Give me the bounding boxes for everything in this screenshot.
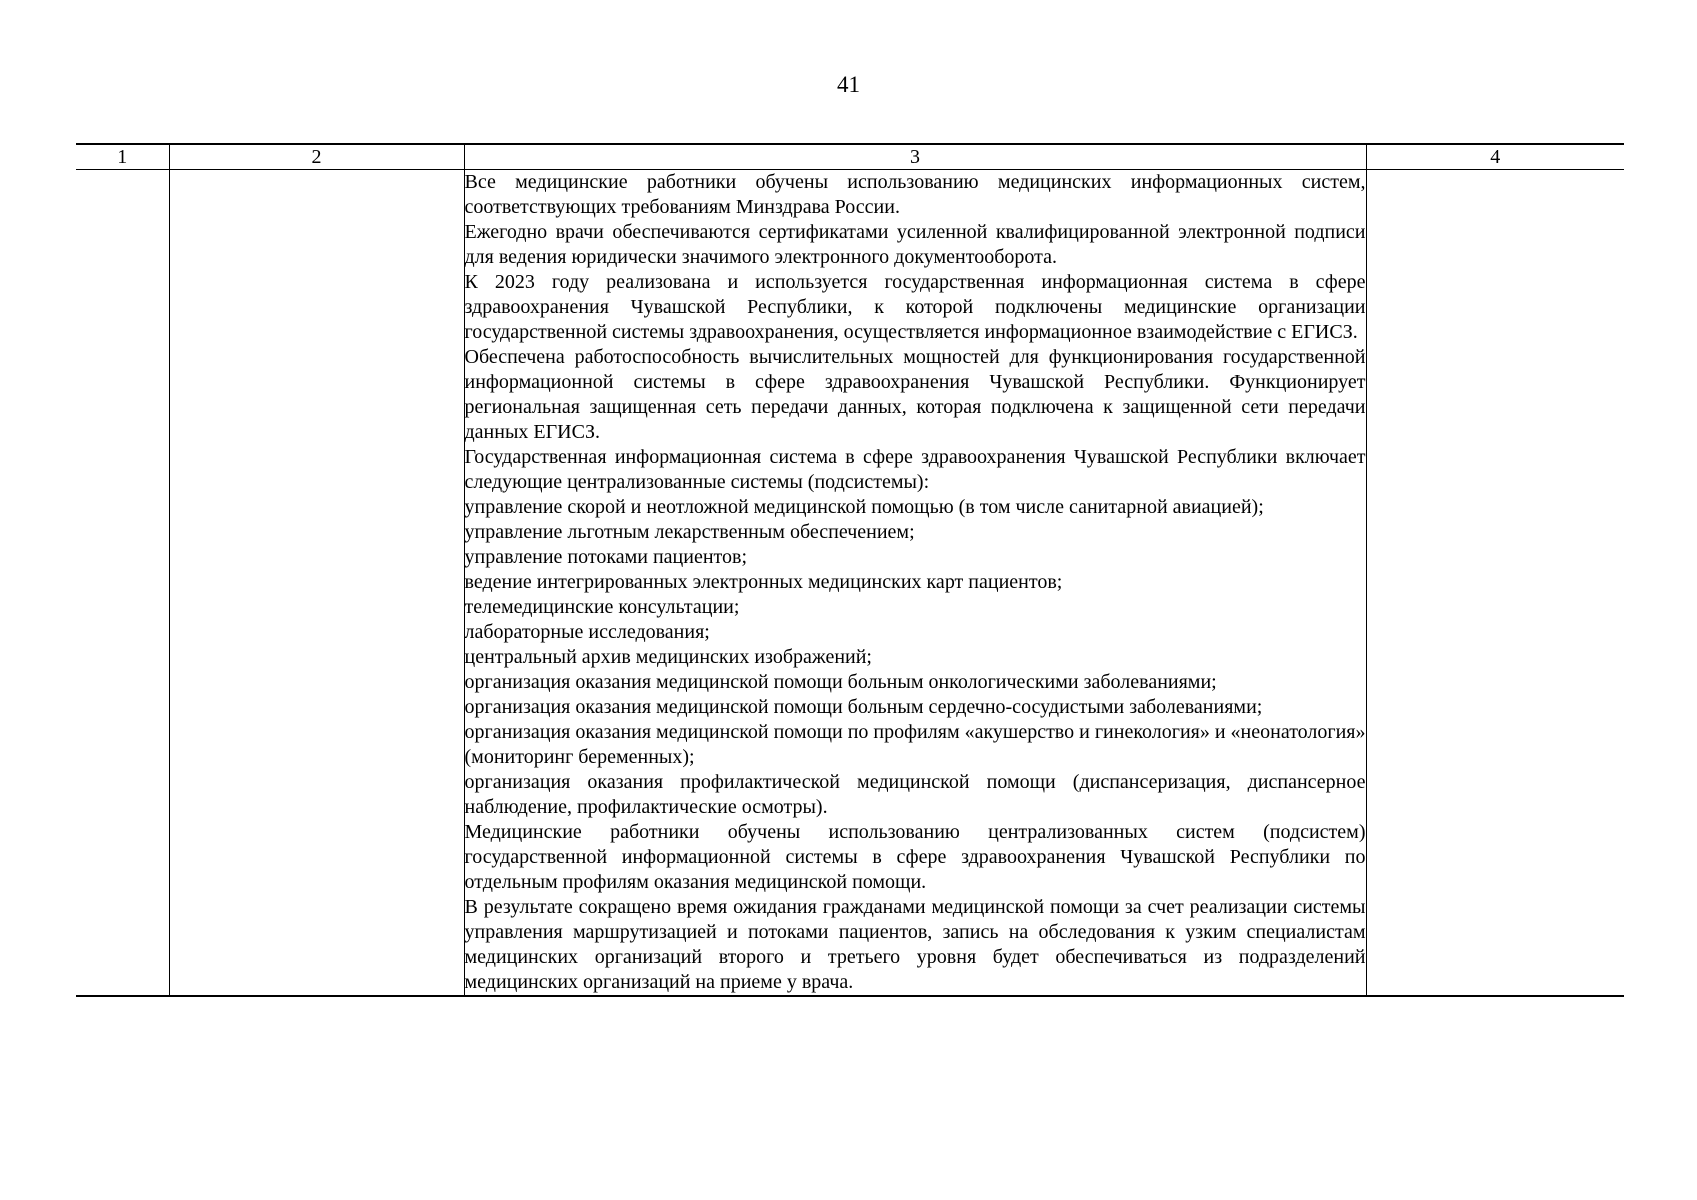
table-header-row — [76, 144, 1624, 170]
list-item: ведение интегрированных электронных медицинских карт пациентов; — [464, 571, 1063, 593]
column-header-1: 1 — [76, 144, 169, 170]
list-item: организация оказания медицинской помощи больным онкологическими заболеваниями; — [464, 671, 1217, 693]
cell-col-3 — [464, 170, 1366, 997]
column-header-2: 2 — [169, 144, 464, 170]
list-item: управление скорой и неотложной медицинской помощью (в том числе санитарной авиацией); — [464, 496, 1264, 518]
cell-col-2 — [169, 170, 464, 997]
column-header-4: 4 — [1366, 144, 1624, 170]
paragraph: В результате сокращено время ожидания гражданами медицинской помощи за счет реализации системы управления маршрутизацией и потоками пациентов, запись на обследования к узким специалистам медицинских организаций второго и третьего уровня будет обеспечиваться из подразделений медицинских организаций на приеме у врача. — [464, 896, 1366, 993]
paragraph: Обеспечена работоспособность вычислительных мощностей для функционирования государственной информационной системы в сфере здравоохранения Чувашской Республики. Функционирует региональная защищенная сеть передачи данных, которая подключена к защищенной сети передачи данных ЕГИСЗ. — [464, 346, 1366, 443]
document-table — [76, 143, 1624, 997]
cell-col-1 — [76, 170, 169, 997]
paragraph: Все медицинские работники обучены использованию медицинских информационных систем, соответствующих требованиям Минздрава России. — [464, 171, 1366, 218]
table-row — [76, 170, 1624, 997]
column-header-3: 3 — [464, 144, 1366, 170]
list-item: центральный архив медицинских изображений; — [464, 646, 872, 668]
paragraph: Ежегодно врачи обеспечиваются сертификатами усиленной квалифицированной электронной подписи для ведения юридически значимого электронного документооборота. — [464, 221, 1366, 268]
list-item: организация оказания профилактической медицинской помощи (диспансеризация, диспансерное наблюдение, профилактические осмотры). — [464, 771, 1366, 818]
list-item: организация оказания медицинской помощи больным сердечно-сосудистыми заболеваниями; — [464, 696, 1263, 718]
page-number: 41 — [837, 72, 860, 97]
paragraph: Медицинские работники обучены использованию централизованных систем (подсистем) государственной информационной системы в сфере здравоохранения Чувашской Республики по отдельным профилям оказания медицинской помощи. — [464, 821, 1366, 893]
paragraph: Государственная информационная система в сфере здравоохранения Чувашской Республики включает следующие централизованные системы (подсистемы): — [464, 446, 1366, 493]
list-item: телемедицинские консультации; — [464, 596, 740, 618]
list-item: организация оказания медицинской помощи по профилям «акушерство и гинекология» и «неонатология» (мониторинг беременных); — [464, 721, 1366, 768]
list-item: лабораторные исследования; — [464, 621, 710, 643]
list-item: управление льготным лекарственным обеспечением; — [464, 521, 915, 543]
list-item: управление потоками пациентов; — [464, 546, 748, 568]
paragraph: К 2023 году реализована и используется государственная информационная система в сфере здравоохранения Чувашской Республики, к которой подключены медицинские организации государственной системы здравоохранения, осуществляется информационное взаимодействие с ЕГИСЗ. — [464, 271, 1366, 343]
cell-col-4 — [1366, 170, 1624, 997]
